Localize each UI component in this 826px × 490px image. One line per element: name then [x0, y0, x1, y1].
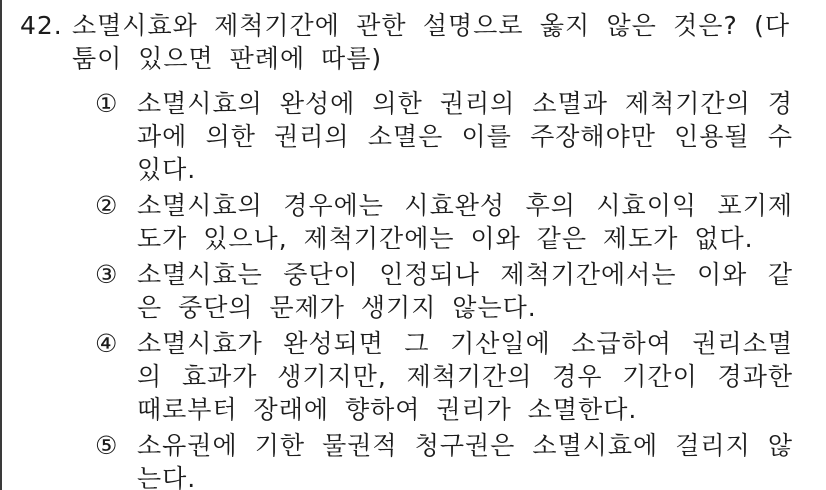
choice-1: [95, 87, 826, 186]
question-text: 소멸시효와 제척기간에 관한 설명으로 옳지 않은 것은? (다툼이 있으면 판례에 따름): [72, 11, 790, 73]
choice-1-text: 소멸시효의 완성에 의한 권리의 소멸과 제척기간의 경과에 의한 권리의 소멸은 이를 주장해야만 인용될 수 있다.: [137, 89, 793, 184]
choice-3-text: 소멸시효는 중단이 인정되나 제척기간에서는 이와 같은 중단의 문제가 생기지 않는다.: [137, 260, 793, 322]
question-number: 42.: [20, 11, 63, 40]
choice-5-marker: ⑤: [95, 431, 118, 460]
choice-2: [95, 189, 826, 255]
choice-5: [95, 429, 826, 490]
choice-1-marker: ①: [95, 89, 118, 118]
choice-5-text: 소유권에 기한 물권적 청구권은 소멸시효에 걸리지 않는다.: [137, 431, 793, 490]
choice-2-marker: ②: [95, 191, 118, 220]
choice-4-marker: ④: [95, 329, 118, 358]
choice-2-text: 소멸시효의 경우에는 시효완성 후의 시효이익 포기제도가 있으나, 제척기간에는 이와 같은 제도가 없다.: [137, 191, 793, 253]
choices-list: [95, 87, 826, 490]
choice-3: [95, 258, 826, 324]
choice-4-text: 소멸시효가 완성되면 그 기산일에 소급하여 권리소멸의 효과가 생기지만, 제척기간의 경우 기간이 경과한 때로부터 장래에 향하여 권리가 소멸한다.: [137, 329, 793, 424]
choice-4: [95, 327, 826, 426]
choice-3-marker: ③: [95, 260, 118, 289]
question-block: [2, 0, 826, 75]
